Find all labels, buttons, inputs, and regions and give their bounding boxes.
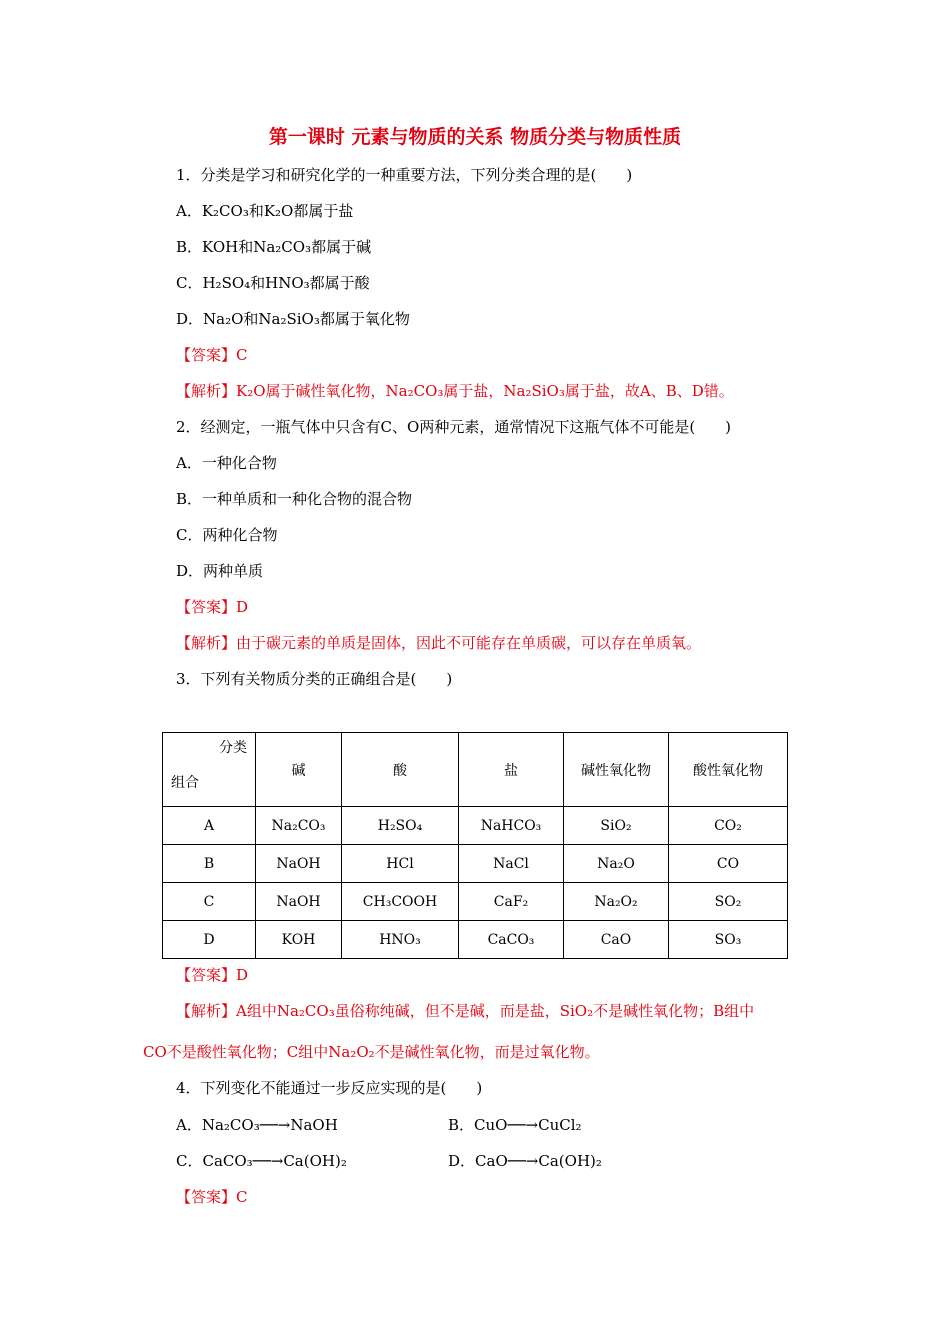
corner-bottom-label: 组合 xyxy=(171,775,199,791)
table-cell: KOH xyxy=(256,921,342,959)
q2-stem: 2．经测定，一瓶气体中只含有C、O两种元素，通常情况下这瓶气体不可能是( ) xyxy=(176,418,732,436)
q2-option-d: D．两种单质 xyxy=(176,562,264,580)
q3-analysis-text-2: CO不是酸性氧化物；C组中Na₂O₂不是碱性氧化物，而是过氧化物。 xyxy=(143,1043,600,1061)
q1-analysis-text: K₂O属于碱性氧化物，Na₂CO₃属于盐，Na₂SiO₃属于盐，故A、B、D错。 xyxy=(236,382,734,400)
table-cell: H₂SO₄ xyxy=(342,807,459,845)
table-cell: HCl xyxy=(342,845,459,883)
q2-answer xyxy=(176,596,248,617)
table-cell: A xyxy=(163,807,256,845)
corner-top-label: 分类 xyxy=(219,740,247,756)
table-row xyxy=(163,845,788,883)
q3-answer-value: D xyxy=(236,966,249,984)
table-corner-cell xyxy=(163,733,256,807)
q4-option-d: D．CaO──→Ca(OH)₂ xyxy=(448,1152,602,1170)
header-cell: 酸 xyxy=(342,733,459,807)
q2-option-a: A．一种化合物 xyxy=(176,454,277,472)
q1-option-d: D．Na₂O和Na₂SiO₃都属于氧化物 xyxy=(176,310,410,328)
q4-option-b: B．CuO──→CuCl₂ xyxy=(448,1116,582,1134)
table-row xyxy=(163,921,788,959)
q1-analysis xyxy=(176,380,734,401)
q4-option-c: C．CaCO₃──→Ca(OH)₂ xyxy=(176,1152,347,1170)
table-row xyxy=(163,883,788,921)
table-cell: SiO₂ xyxy=(564,807,669,845)
table-cell: Na₂CO₃ xyxy=(256,807,342,845)
analysis-label: 【解析】 xyxy=(176,382,237,400)
q4-option-a: A．Na₂CO₃──→NaOH xyxy=(176,1116,338,1134)
table-cell: NaCl xyxy=(459,845,564,883)
q1-answer xyxy=(176,344,248,365)
q3-analysis-text-1: A组中Na₂CO₃虽俗称纯碱，但不是碱，而是盐，SiO₂不是碱性氧化物；B组中 xyxy=(236,1002,755,1020)
table-cell: Na₂O xyxy=(564,845,669,883)
table-cell: C xyxy=(163,883,256,921)
q2-option-b: B．一种单质和一种化合物的混合物 xyxy=(176,490,413,508)
q2-option-c: C．两种化合物 xyxy=(176,526,278,544)
q4-stem: 4．下列变化不能通过一步反应实现的是( ) xyxy=(176,1079,483,1097)
q3-analysis xyxy=(176,1000,754,1021)
q2-analysis xyxy=(176,632,701,653)
header-cell: 盐 xyxy=(459,733,564,807)
q1-option-b: B．KOH和Na₂CO₃都属于碱 xyxy=(176,238,372,256)
table-cell: CH₃COOH xyxy=(342,883,459,921)
table-cell: SO₃ xyxy=(669,921,788,959)
analysis-label: 【解析】 xyxy=(176,634,237,652)
q1-stem: 1．分类是学习和研究化学的一种重要方法，下列分类合理的是( ) xyxy=(176,166,633,184)
table-cell: NaOH xyxy=(256,845,342,883)
answer-label: 【答案】 xyxy=(176,346,237,364)
table-cell: D xyxy=(163,921,256,959)
table-cell: CaCO₃ xyxy=(459,921,564,959)
answer-label: 【答案】 xyxy=(176,1188,237,1206)
table-cell: HNO₃ xyxy=(342,921,459,959)
header-cell: 碱性氧化物 xyxy=(564,733,669,807)
table-cell: CaF₂ xyxy=(459,883,564,921)
table-cell: CO xyxy=(669,845,788,883)
q1-option-a: A．K₂CO₃和K₂O都属于盐 xyxy=(176,202,354,220)
table-cell: Na₂O₂ xyxy=(564,883,669,921)
table-cell: CO₂ xyxy=(669,807,788,845)
q1-option-c: C．H₂SO₄和HNO₃都属于酸 xyxy=(176,274,370,292)
q1-answer-value: C xyxy=(236,346,248,364)
table-cell: NaHCO₃ xyxy=(459,807,564,845)
table-cell: NaOH xyxy=(256,883,342,921)
page-title: 第一课时 元素与物质的关系 物质分类与物质性质 xyxy=(268,126,682,148)
answer-label: 【答案】 xyxy=(176,966,237,984)
q4-answer xyxy=(176,1186,248,1207)
table-cell: SO₂ xyxy=(669,883,788,921)
header-cell: 酸性氧化物 xyxy=(669,733,788,807)
q3-answer xyxy=(176,964,248,985)
q2-answer-value: D xyxy=(236,598,249,616)
analysis-label: 【解析】 xyxy=(176,1002,237,1020)
q4-answer-value: C xyxy=(236,1188,248,1206)
table-header-row xyxy=(163,733,788,807)
q3-stem: 3．下列有关物质分类的正确组合是( ) xyxy=(176,670,453,688)
table-cell: CaO xyxy=(564,921,669,959)
q2-analysis-text: 由于碳元素的单质是固体，因此不可能存在单质碳，可以存在单质氧。 xyxy=(236,634,702,652)
table-cell: B xyxy=(163,845,256,883)
table-row xyxy=(163,807,788,845)
classification-table xyxy=(162,732,788,959)
header-cell: 碱 xyxy=(256,733,342,807)
answer-label: 【答案】 xyxy=(176,598,237,616)
